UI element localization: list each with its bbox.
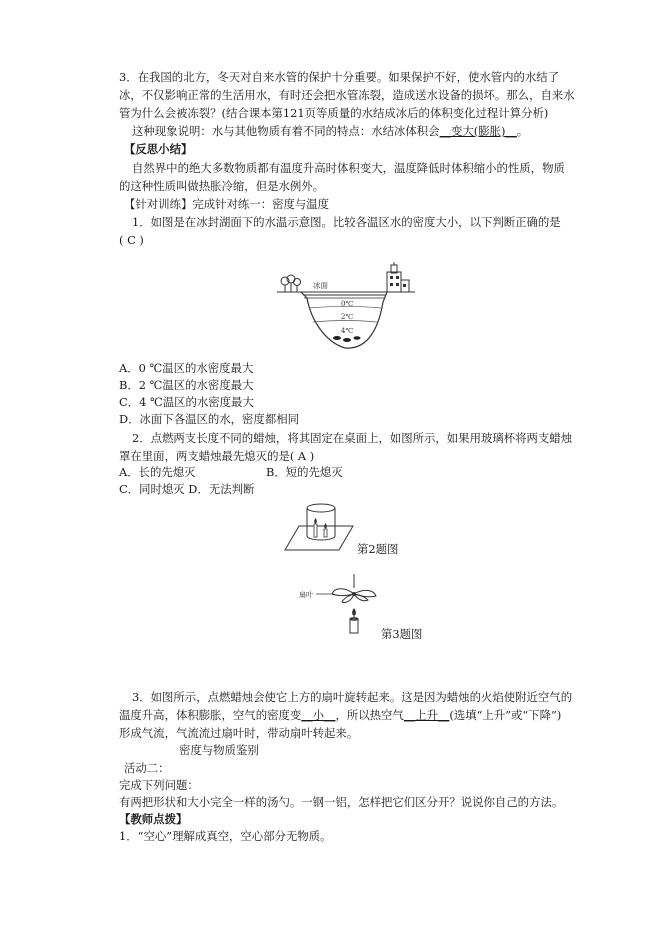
p1-line1: 1．如图是在冰封湖面下的水温示意图。比较各温区水的密度大小，以下判断正确的是	[132, 215, 561, 229]
p1-option-a: A．0 ℃温区的水密度最大	[119, 361, 254, 375]
p1-option-b: B．2 ℃温区的水密度最大	[119, 378, 254, 392]
fish-icon	[333, 336, 361, 342]
practice-heading: 【针对训练】完成针对练一：密度与温度	[124, 197, 330, 211]
building-icon	[387, 262, 409, 292]
temp-label-0: 0℃	[341, 300, 354, 308]
temp-label-2: 2℃	[341, 313, 354, 321]
fig3-caption: 第3题图	[381, 627, 423, 641]
p3-line2-text-a: 温度升高，体积膨胀，空气的密度变	[119, 708, 302, 722]
fan-blade-icon	[332, 589, 376, 603]
fig2-caption: 第2题图	[357, 542, 399, 556]
candles-glass-figure	[283, 498, 355, 554]
activity2-label: 活动二：	[124, 761, 170, 775]
temp-label-4: 4℃	[341, 327, 354, 335]
ice-surface-label: 冰面	[313, 281, 328, 290]
p2-line1: 2．点燃两支长度不同的蜡烛，将其固定在桌面上，如图所示，如果用玻璃杯将两支蜡烛	[132, 431, 573, 445]
teacher-tip-1: 1．“空心”理解成真空，空心部分无物质。	[119, 829, 332, 843]
q3-answer: __变大(膨胀)__	[439, 124, 517, 138]
p3-answer-direction: __上升__	[403, 708, 450, 722]
p3-answer-density: __小__	[301, 708, 336, 722]
lake-figure	[273, 262, 419, 358]
candle-icon	[350, 608, 358, 633]
p1-line2: ( C )	[119, 233, 144, 247]
reflection-line2: 的这种性质叫做热胀冷缩，但是水例外。	[119, 179, 325, 193]
candle-icon	[314, 518, 327, 537]
p3-line2	[119, 708, 561, 722]
spoon-question: 有两把形状和大小完全一样的汤勺。一钢一铝，怎样把它们区分开？说说你自己的方法。	[119, 795, 564, 809]
p3-line2-text-e: (选填“上升”或“下降”)	[449, 708, 562, 722]
section-title: 密度与物质鉴别	[179, 743, 259, 757]
p2-line2: 罩在里面，两支蜡烛最先熄灭的是( A )	[119, 449, 315, 463]
p1-option-c: C．4 ℃温区的水密度最大	[119, 395, 254, 409]
tree-icon	[281, 275, 301, 292]
q3-intro-line4-text: 这种现象说明：水与其他物质有着不同的特点：水结冰体积会	[132, 124, 440, 138]
p3-line2-text-c: ，所以热空气	[335, 708, 404, 722]
q3-intro-line1: 3．在我国的北方，冬天对自来水管的保护十分重要。如果保护不好，使水管内的水结了	[119, 70, 560, 84]
p1-option-d: D．冰面下各温区的水，密度都相同	[119, 412, 299, 426]
complete-questions: 完成下列问题：	[119, 778, 199, 792]
p2-option-a: A．长的先熄灭	[119, 465, 196, 479]
q3-intro-line4-end: 。	[516, 124, 529, 138]
fan-label: 扇叶	[299, 591, 313, 599]
teacher-tip-heading: 【教师点拨】	[119, 812, 188, 826]
fan-candle-figure	[298, 574, 384, 636]
p2-option-b: B．短的先熄灭	[266, 465, 343, 479]
q3-intro-line2: 冰，不仅影响正常的生活用水，有时还会把水管冻裂，造成送水设备的损坏。那么，自来水	[119, 88, 575, 102]
reflection-heading: 【反思小结】	[124, 142, 193, 156]
p3-line3: 形成气流，气流流过扇叶时，带动扇叶转起来。	[119, 726, 359, 740]
reflection-line1: 自然界中的绝大多数物质都有温度升高时体积变大，温度降低时体积缩小的性质，物质	[132, 161, 565, 175]
p2-option-cd: C．同时熄灭 D．无法判断	[119, 482, 255, 496]
p3-line1: 3．如图所示，点燃蜡烛会使它上方的扇叶旋转起来。这是因为蜡烛的火焰使附近空气的	[132, 690, 573, 704]
q3-intro-line4	[132, 124, 528, 138]
q3-intro-line3: 管为什么会被冻裂？(结合课本第121页等质量的水结成冰后的体积变化过程计算分析)	[119, 106, 549, 120]
